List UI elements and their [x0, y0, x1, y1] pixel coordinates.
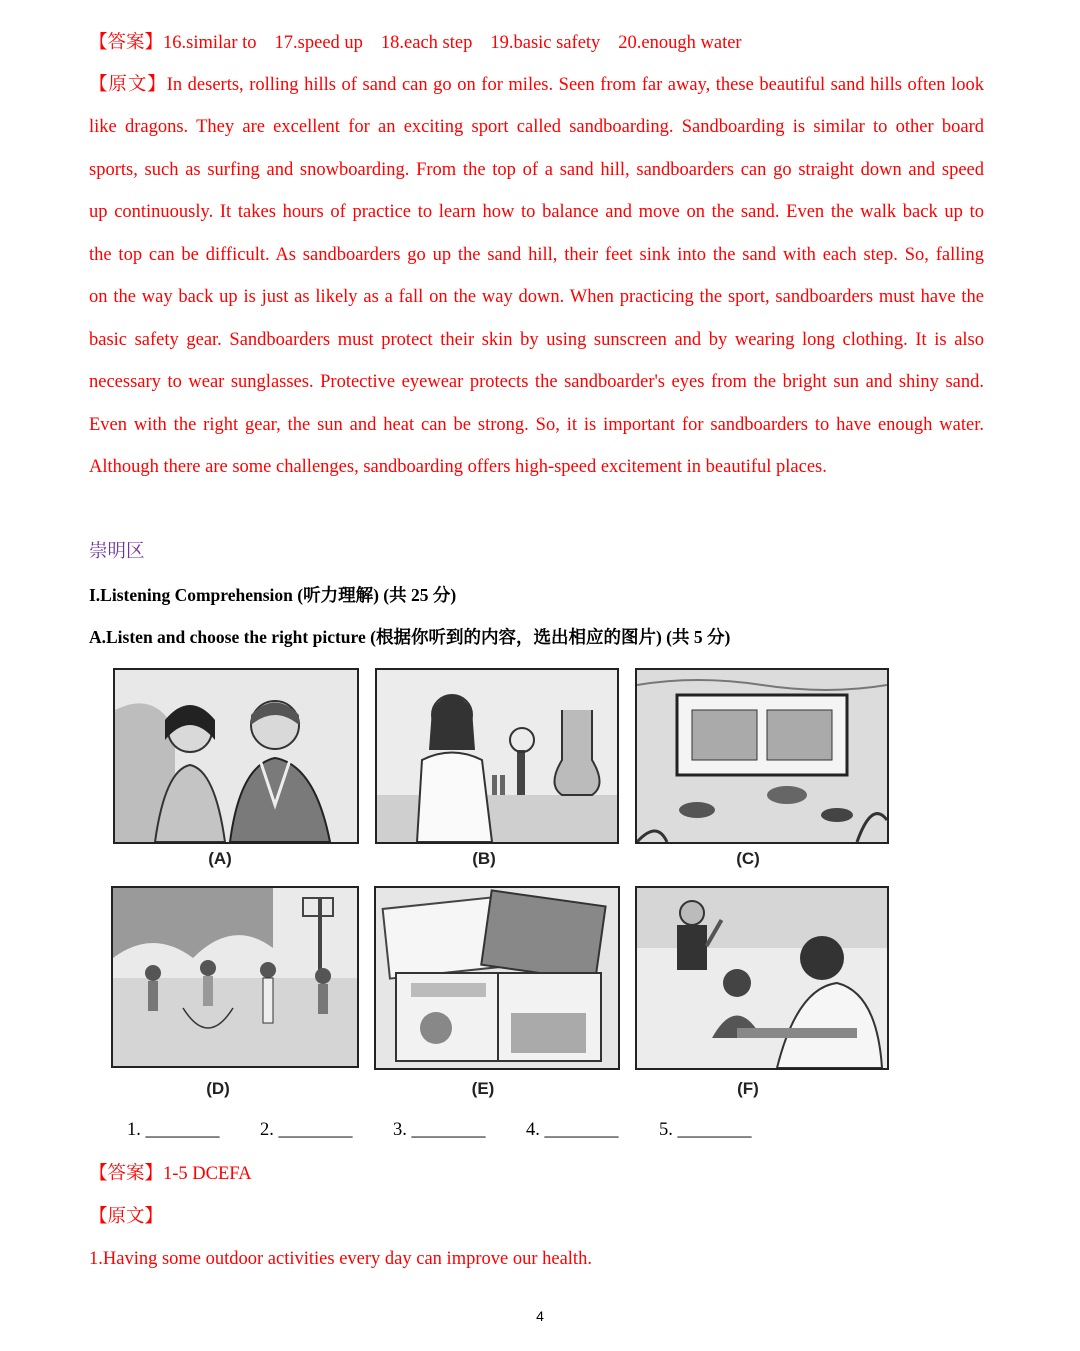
answer-item: 17.speed up [274, 33, 363, 53]
answer-label: 【答案】 [89, 33, 164, 53]
children-playground-icon [113, 888, 357, 1066]
transcript-line: necessary to wear sunglasses. Protective eyewear protects the sandboarder's eyes from the bright sun and shiny sand. [89, 372, 984, 392]
transcript-line: up continuously. It takes hours of practice to learn how to balance and move on the sand. Even the walk back up to [89, 202, 984, 222]
page-number: 4 [536, 1308, 544, 1324]
answer-blanks [127, 1120, 792, 1141]
answer-value: 1-5 DCEFA [163, 1164, 252, 1184]
transcript-line: basic safety gear. Sandboarders must protect their skin by using sunscreen and by wearing long clothing. It is also [89, 330, 984, 350]
picture-d [111, 886, 359, 1068]
answer-item: 16.similar to [163, 33, 257, 53]
picture-f-label: (F) [737, 1079, 759, 1098]
blank-2[interactable]: 2. ________ [260, 1120, 353, 1140]
blank-4[interactable]: 4. ________ [526, 1120, 619, 1140]
previous-answer-line [89, 31, 984, 55]
section-title: I.Listening Comprehension (听力理解) (共 25 分) [89, 585, 457, 605]
transcript-line: the top can be difficult. As sandboarders go up the sand hill, their feet sink into the sand with each step. So, falling [89, 245, 984, 265]
part-title: A.Listen and choose the right picture (根据你听到的内容，选出相应的图片) (共 5 分) [89, 627, 731, 647]
answer-item: 18.each step [380, 33, 473, 53]
answer-item: 20.enough water [618, 33, 742, 53]
transcript-line: Even with the right gear, the sun and heat can be strong. So, it is important for sandboarders to have enough water. [89, 415, 984, 435]
blank-5[interactable]: 5. ________ [659, 1120, 752, 1140]
picture-a [113, 668, 359, 844]
transcript-line: on the way back up is just as likely as a fall on the way down. When practicing the sport, sandboarders must have the [89, 287, 984, 307]
picture-e-label: (E) [471, 1079, 495, 1098]
picture-d-label: (D) [206, 1079, 230, 1098]
picture-c [635, 668, 889, 844]
answer-label: 【答案】 [89, 1164, 164, 1184]
listening-transcript-label: 【原文】 [89, 1207, 164, 1227]
picture-a-label: (A) [208, 849, 232, 868]
picture-f [635, 886, 889, 1070]
transcript-line: Although there are some challenges, sandboarding offers high-speed excitement in beautiful places. [89, 457, 827, 477]
transcript-line: like dragons. They are excellent for an exciting sport called sandboarding. Sandboarding is similar to other board [89, 117, 984, 137]
blank-3[interactable]: 3. ________ [393, 1120, 486, 1140]
listening-answer-line [89, 1162, 984, 1186]
transcript-line: 【原文】In deserts, rolling hills of sand can go on for miles. Seen from far away, these beautiful sand hills often look [89, 75, 984, 95]
listening-transcript-line: 1.Having some outdoor activities every day can improve our health. [89, 1249, 592, 1269]
underwater-hotel-icon [637, 670, 887, 842]
picture-b [375, 668, 619, 844]
district-heading: 崇明区 [89, 542, 145, 562]
classroom-students-icon [637, 888, 887, 1068]
transcript-label: 【原文】 [89, 75, 167, 95]
comic-books-icon [376, 888, 618, 1068]
scientist-laboratory-icon [377, 670, 617, 842]
picture-b-label: (B) [472, 849, 496, 868]
answer-item: 19.basic safety [490, 33, 601, 53]
couple-traditional-clothing-icon [115, 670, 357, 842]
blank-1[interactable]: 1. ________ [127, 1120, 220, 1140]
picture-c-label: (C) [736, 849, 760, 868]
transcript-line: sports, such as surfing and snowboarding. From the top of a sand hill, sandboarders can go straight down and speed [89, 160, 984, 180]
picture-e [374, 886, 620, 1070]
